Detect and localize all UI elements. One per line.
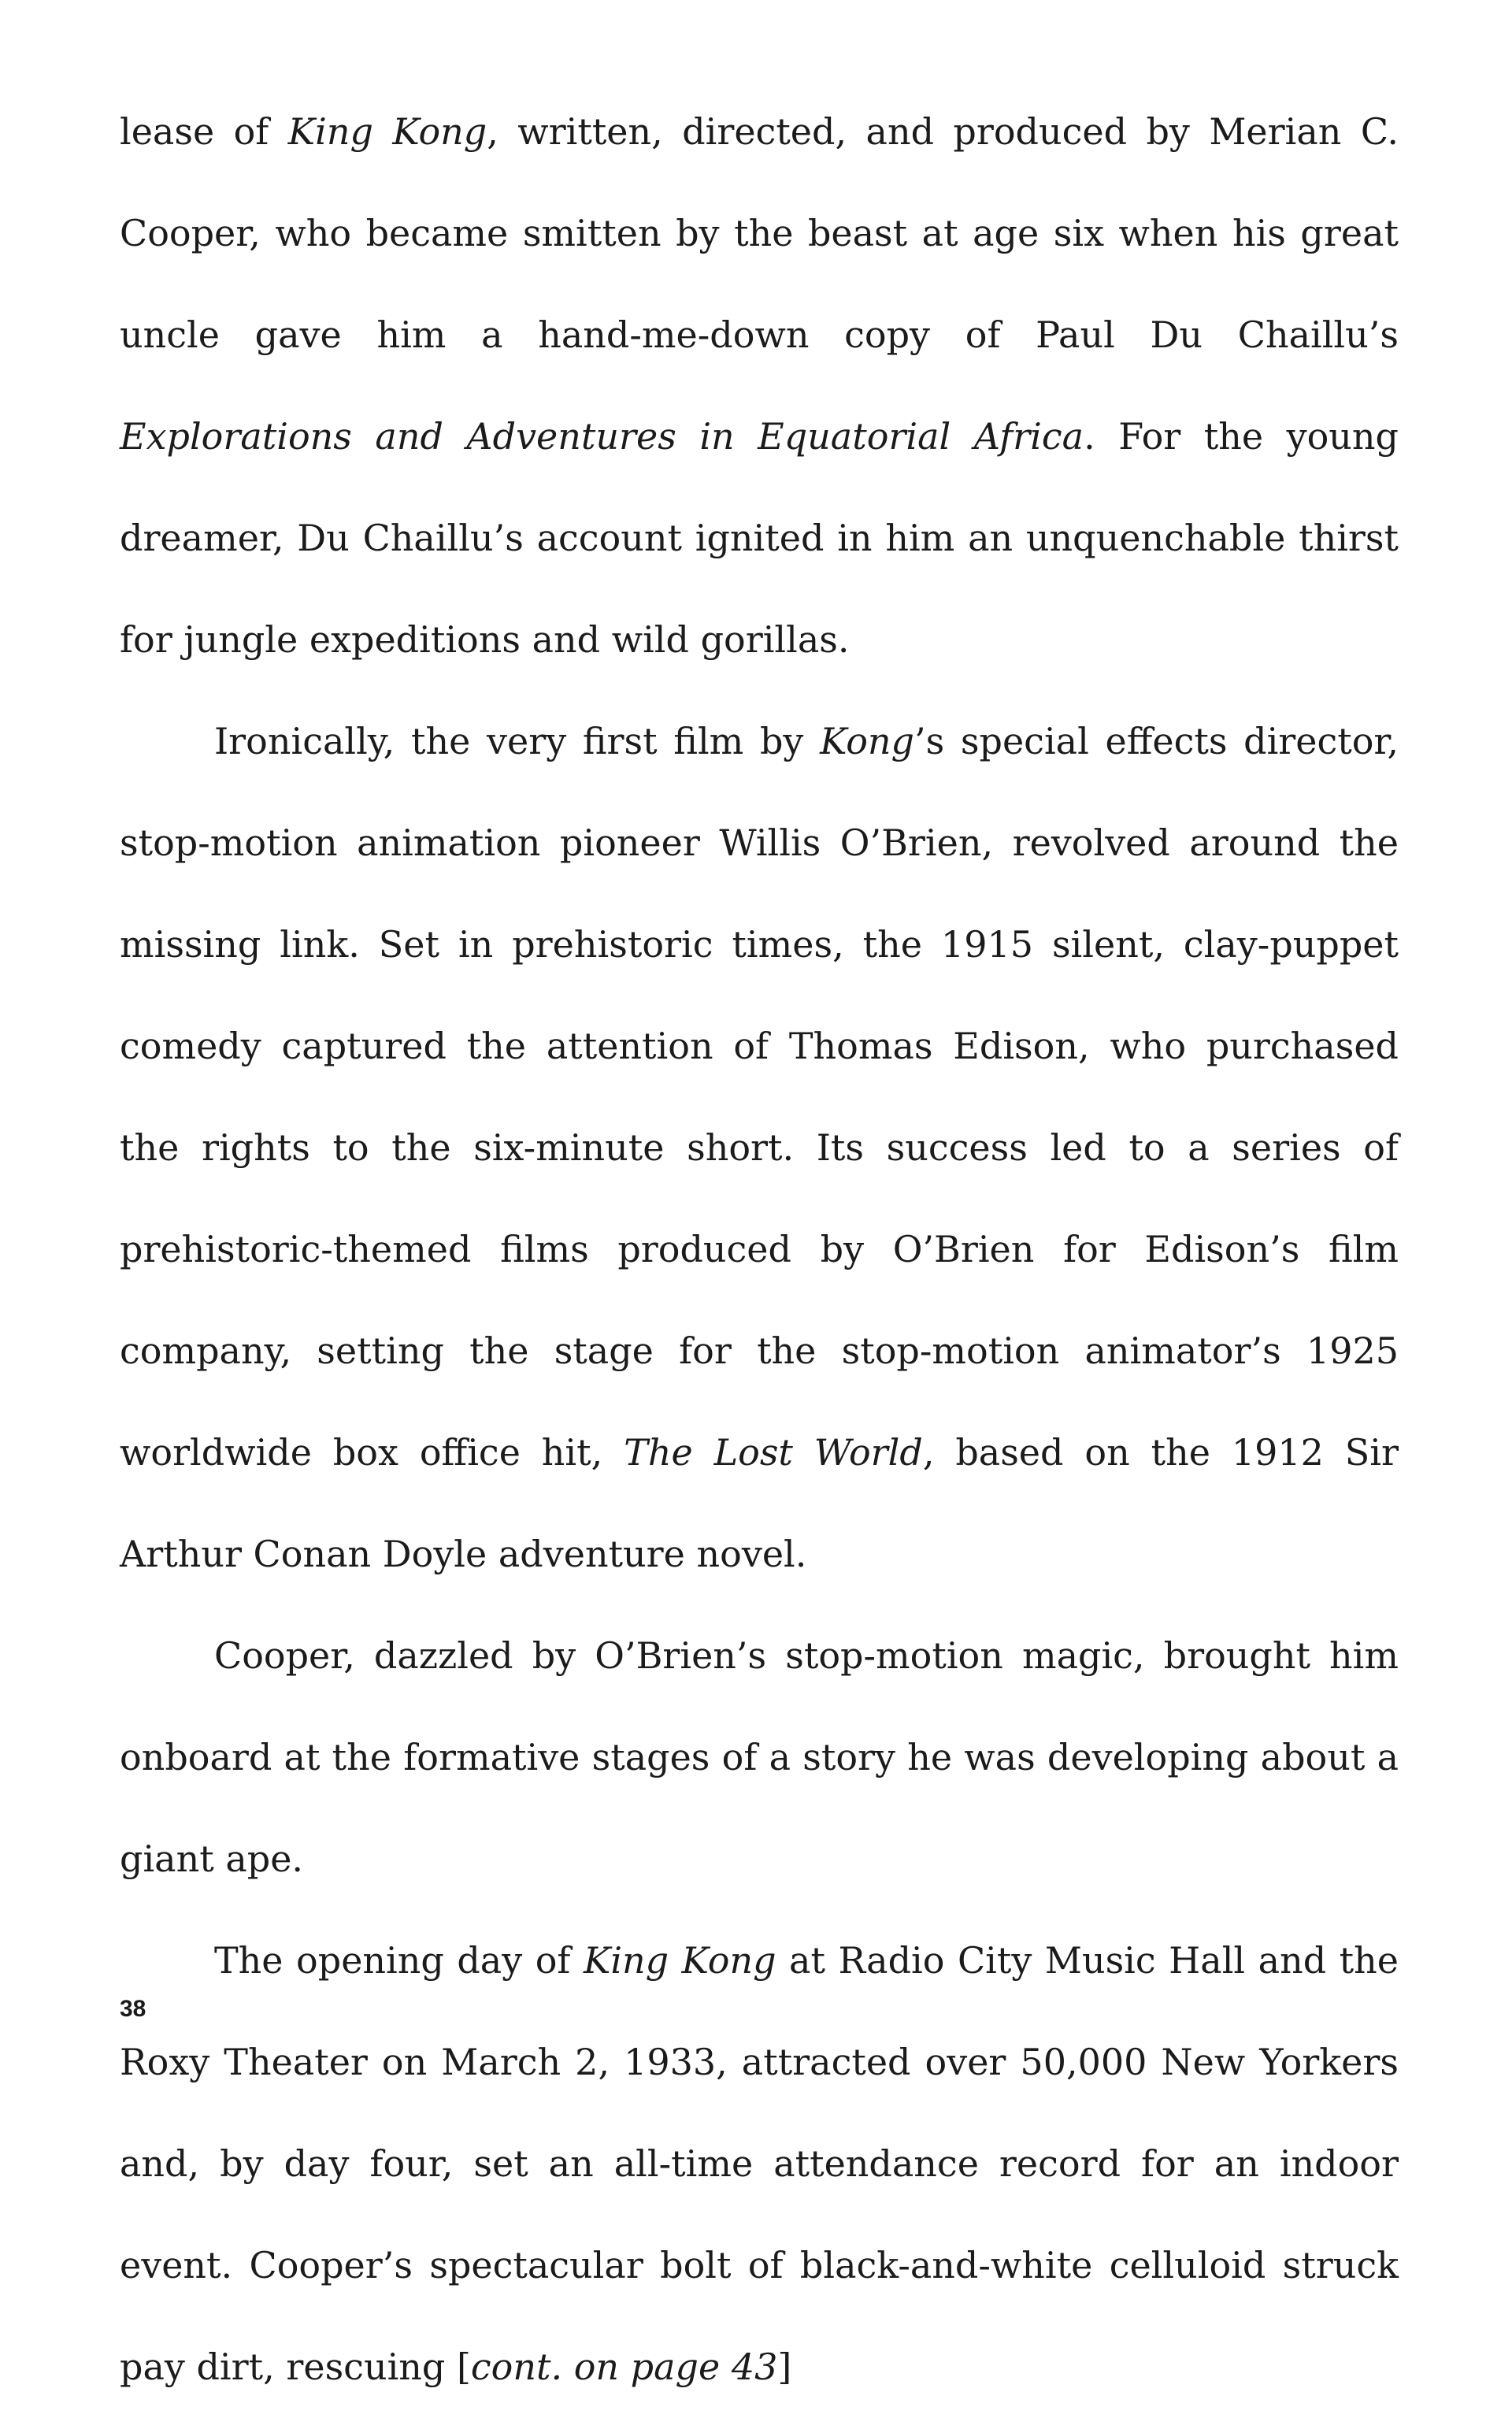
body-text xyxy=(120,81,1399,2418)
text-segment: , written, directed, and produced by Merian C. Cooper, who became smitten by the beast at age six when his great uncle gave him a hand-me-down copy of Paul Du Chaillu’s xyxy=(120,110,1399,356)
film-title-kong: Kong xyxy=(820,720,914,762)
text-segment: , based on the 1912 Sir Arthur Conan Doyle adventure novel. xyxy=(120,1431,1399,1575)
film-title-lost-world: The Lost World xyxy=(624,1431,923,1474)
text-segment: ’s special effects director, stop-motion animation pioneer Willis O’Brien, revolved around the missing link. Set in prehistoric times, the 1915 silent, clay-puppet comedy captured the attention of Thomas Edison, who purchased the rights to the six-minute short. Its success led to a series of prehistoric-themed films produced by O’Brien for Edison’s film company, setting the stage for the stop-motion animator’s 1925 worldwide box office hit, xyxy=(120,720,1399,1474)
text-segment: The opening day of xyxy=(214,1939,584,1982)
book-title-explorations: Explorations and Adventures in Equatorial Africa xyxy=(120,415,1084,458)
film-title-king-kong: King Kong xyxy=(583,1939,776,1982)
paragraph-2 xyxy=(120,691,1399,1605)
paragraph-1 xyxy=(120,81,1399,691)
text-segment: lease of xyxy=(120,110,288,153)
text-segment: ] xyxy=(777,2346,792,2388)
text-segment: at Radio City Music Hall and the Roxy Theater on March 2, 1933, attracted over 50,000 New Yorkers and, by day four, set an all-time attendance record for an indoor event. Cooper’s spectacular bolt of black-and-white celluloid struck pay dirt, rescuing [ xyxy=(120,1939,1399,2388)
text-segment: Ironically, the very first film by xyxy=(214,720,821,762)
continuation-note: cont. on page 43 xyxy=(470,2346,778,2388)
text-segment: . For the young dreamer, Du Chaillu’s account ignited in him an unquenchable thirst for jungle expeditions and wild gorillas. xyxy=(120,415,1399,661)
paragraph-3 xyxy=(120,1605,1399,1910)
paragraph-4 xyxy=(120,1910,1399,2418)
page-number: 38 xyxy=(120,1996,146,2022)
film-title-king-kong: King Kong xyxy=(287,110,487,153)
text-segment: Cooper, dazzled by O’Brien’s stop-motion magic, brought him onboard at the formative stages of a story he was developing about a giant ape. xyxy=(120,1634,1399,1880)
